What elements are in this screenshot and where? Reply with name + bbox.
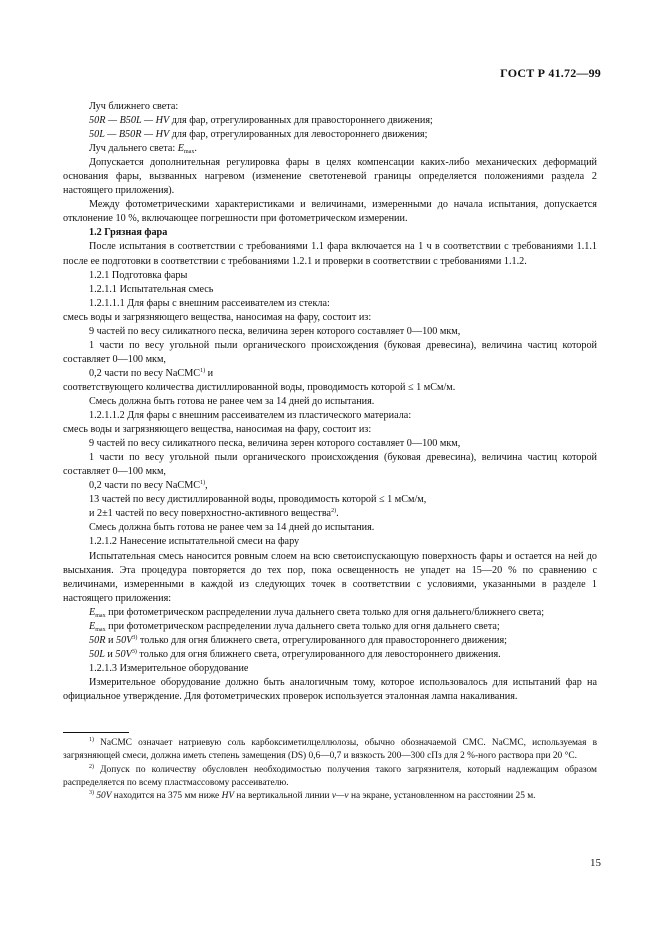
emax-symbol: E: [177, 143, 184, 155]
measure-point: 50V: [115, 634, 133, 646]
footnote-mark: 2): [89, 763, 94, 770]
paragraph: [63, 128, 597, 142]
paragraph: [63, 648, 597, 662]
paragraph: [63, 507, 597, 521]
footnote: [63, 790, 597, 803]
footnote-text: на вертикальной линии: [234, 791, 332, 802]
text: .: [336, 508, 339, 520]
footnote-divider: [63, 732, 129, 733]
text: ,: [205, 480, 208, 492]
main-text: [63, 100, 597, 704]
measure-point: 50L: [89, 648, 105, 660]
footnote: [63, 764, 597, 791]
section-heading: 1.2.1.1.1 Для фары с внешним рассеивателем из стекла:: [89, 297, 330, 309]
footnote-ref: 3): [131, 648, 137, 655]
emax-symbol: E: [89, 606, 96, 618]
text: при фотометрическом распределении луча дальнего света только для огня дальнего/ближнего света;: [105, 606, 545, 618]
paragraph: смесь воды и загрязняющего вещества, наносимая на фару, состоит из:: [63, 311, 372, 323]
footnote-text: NaCMC означает натриевую соль карбоксиметилцеллюлозы, обычно обозначаемой CMC. NaCMC, используемая в загрязняющей смеси, должна иметь степень замещения (DS) 0,6—0,7 и вязкость 200—300 сПз для 2 %-ного раствора при 20 °С.: [63, 738, 597, 762]
paragraph: [63, 479, 597, 493]
footnote-mark: 1): [89, 737, 94, 743]
paragraph: 9 частей по весу силикатного песка, величина зерен которого составляет 0—100 мкм,: [89, 325, 461, 337]
text: только для огня ближнего света, отрегулированного для правостороннего движения;: [137, 634, 508, 646]
paragraph: Луч ближнего света:: [89, 101, 179, 112]
footnote-text: 50V: [96, 791, 112, 802]
paragraph: [63, 367, 597, 381]
text: и: [104, 648, 116, 660]
paragraph: [63, 114, 597, 128]
footnote-ref: 1): [200, 367, 206, 374]
footnote-ref: 1): [200, 480, 206, 487]
text: при фотометрическом распределении луча дальнего света только для огня дальнего света;: [105, 620, 500, 632]
measure-point: 50V: [115, 648, 132, 660]
text: 0,2 части по весу NaCMC: [89, 480, 201, 492]
paragraph: Между фотометрическими характеристиками и величинами, измеренными до начала испытания, допускается отклонение 10 %, включающее погрешности при фотометрическом измерении.: [63, 199, 597, 225]
footnote-ref: 3): [132, 634, 138, 641]
section-heading: 1.2.1.3 Измерительное оборудование: [89, 662, 249, 674]
footnote-mark: 3): [89, 790, 94, 797]
measure-point: 50R: [89, 634, 106, 646]
footnote: [63, 737, 597, 764]
text: для фар, отрегулированных для левостороннего движения;: [169, 129, 428, 141]
paragraph: 1 части по весу угольной пыли органического происхождения (буковая древесина), величина частиц которой составляет 0—100 мкм,: [63, 339, 597, 365]
text: и: [205, 367, 214, 379]
text: для фар, отрегулированных для правостороннего движения;: [169, 115, 433, 127]
section-heading: 1.2.1.1 Испытательная смесь: [89, 283, 214, 295]
paragraph: Испытательная смесь наносится ровным слоем на всю светоиспускающую поверхность фары и остается на ней до высыхания. Эта процедура повторяется до тех пор, пока освещенность не упадет на 15—20 % по сравнению с величинами, измеренными в каждой из следующих точек в соответствии с условиями, указанными в разделе 1 настоящего приложения:: [63, 550, 597, 604]
measure-points: 50R — B50L — HV: [89, 115, 170, 127]
paragraph: После испытания в соответствии с требованиями 1.1 фара включается на 1 ч в соответствии с требованиями 1.1.1 после ее подготовки в соответствии с требованиями 1.2.1 и проверки в соответствии с требованиями 1.1.2.: [63, 241, 597, 267]
section-heading: 1.2.1.2 Нанесение испытательной смеси на фару: [89, 536, 300, 548]
emax-symbol: E: [89, 620, 96, 632]
footnote-text: находится на 375 мм ниже: [111, 791, 222, 802]
footnote-text: Допуск по количеству обусловлен необходимостью получения такого загрязнителя, который надлежащим образом распределяется по всему пластмассовому рассеивателю.: [63, 764, 597, 788]
footnote-text: HV: [221, 791, 235, 802]
footnote-text: на экране, установленном на расстоянии 25 м.: [348, 791, 536, 802]
emax-subscript: max: [95, 612, 106, 619]
section-heading: 1.2.1.1.2 Для фары с внешним рассеивателем из пластического материала:: [89, 410, 412, 422]
paragraph: [63, 634, 597, 648]
section-heading: 1.2.1 Подготовка фары: [89, 269, 188, 281]
document-header: ГОСТ Р 41.72—99: [500, 66, 601, 80]
paragraph: Смесь должна быть готова не ранее чем за 14 дней до испытания.: [89, 522, 375, 534]
text: только для огня ближнего света, отрегулированного для левостороннего движения.: [136, 648, 501, 660]
section-heading: 1.2 Грязная фара: [89, 227, 168, 239]
paragraph: [63, 620, 597, 634]
text: 0,2 части по весу NaCMC: [89, 367, 201, 379]
paragraph: Измерительное оборудование должно быть аналогичным тому, которое использовалось для испытаний фар на официальное утверждение. Для фотометрических проверок используется эталонная лампа накаливания.: [63, 676, 597, 702]
text: .: [194, 143, 197, 155]
paragraph: соответствующего количества дистиллированной воды, проводимость которой ≤ 1 мСм/м.: [63, 381, 456, 393]
footnotes: [63, 737, 597, 803]
paragraph: смесь воды и загрязняющего вещества, наносимая на фару, состоит из:: [63, 424, 372, 436]
paragraph: 13 частей по весу дистиллированной воды, проводимость которой ≤ 1 мСм/м,: [89, 494, 427, 506]
text: Луч дальнего света:: [89, 143, 178, 155]
paragraph: [63, 142, 597, 156]
paragraph: [63, 606, 597, 620]
page-number: 15: [590, 857, 601, 869]
footnote-text: v—v: [331, 791, 349, 802]
paragraph: 9 частей по весу силикатного песка, величина зерен которого составляет 0—100 мкм,: [89, 438, 461, 450]
emax-subscript: max: [95, 626, 106, 633]
paragraph: Смесь должна быть готова не ранее чем за 14 дней до испытания.: [89, 395, 375, 407]
measure-points: 50L — B50R — HV: [89, 129, 170, 141]
footnote-ref: 2): [331, 508, 337, 515]
emax-subscript: max: [184, 149, 195, 156]
paragraph: 1 части по весу угольной пыли органического происхождения (буковая древесина), величина частиц которой составляет 0—100 мкм,: [63, 452, 597, 478]
text: и 2±1 частей по весу поверхностно-активного вещества: [89, 508, 332, 520]
text: и: [105, 634, 116, 646]
paragraph: Допускается дополнительная регулировка фары в целях компенсации каких-либо механических деформаций основания фары, вызванных нагревом (изменение светотеневой границы определяется положениями раздела 2 настоящего приложения).: [63, 157, 597, 197]
